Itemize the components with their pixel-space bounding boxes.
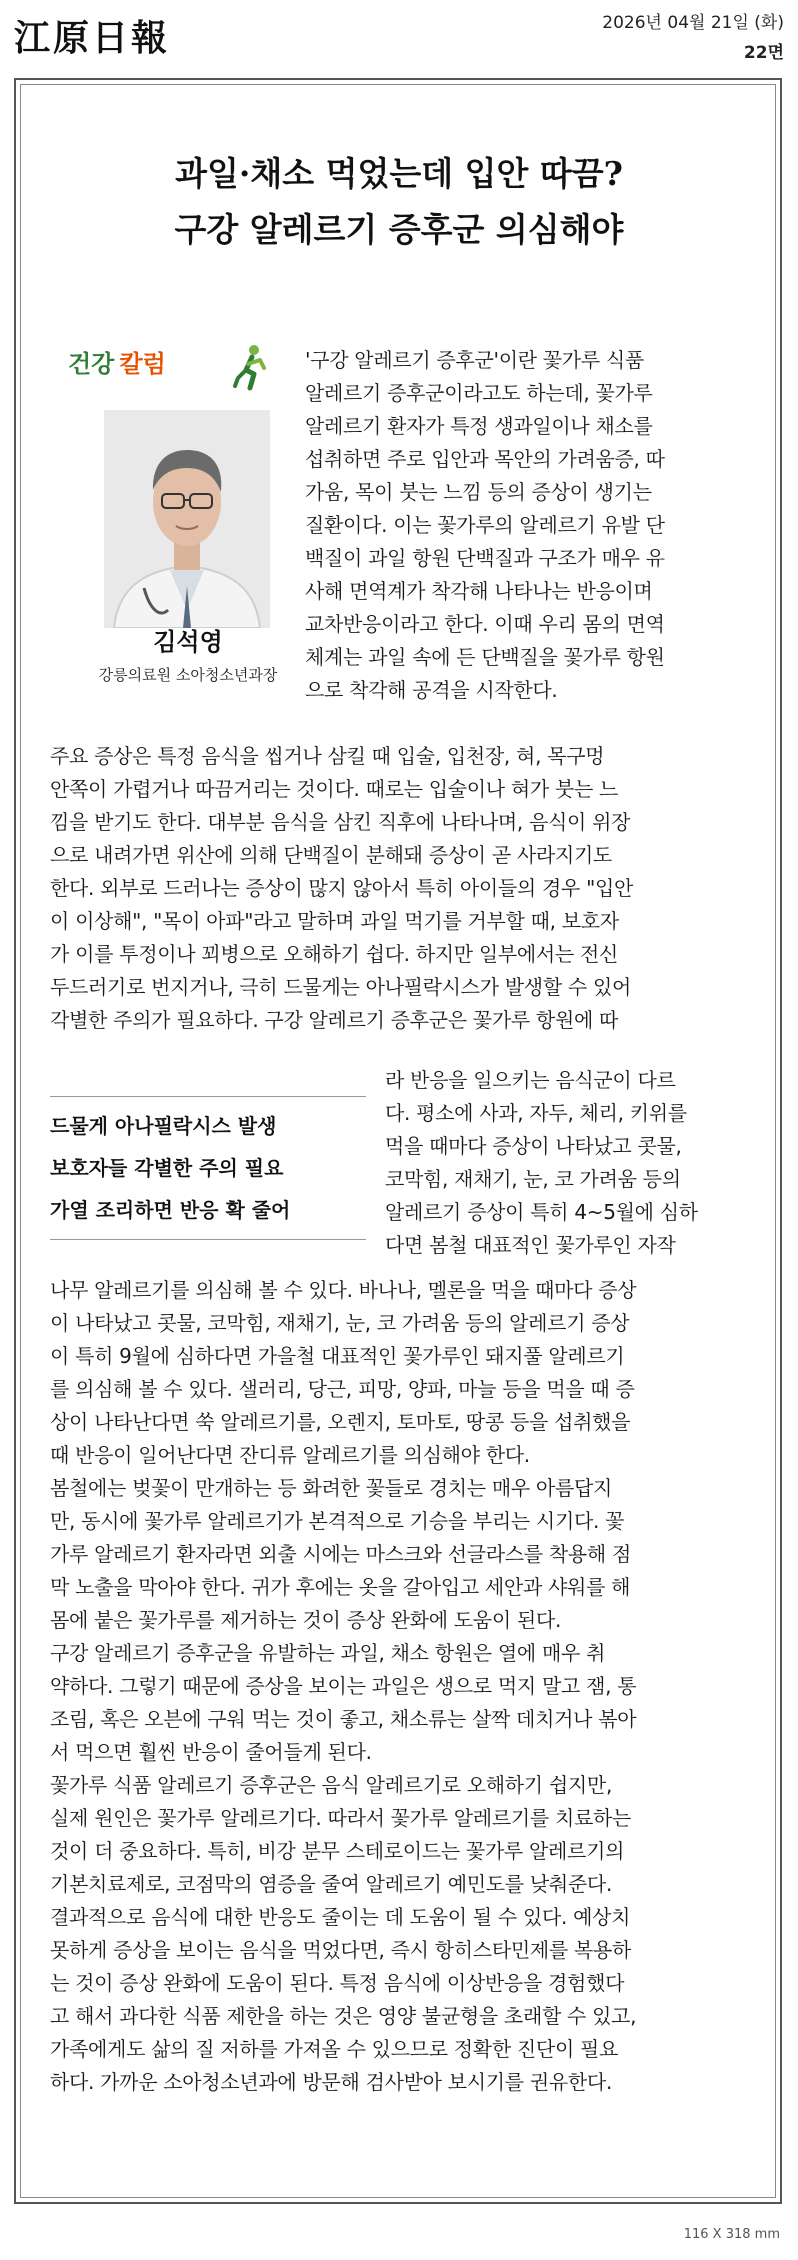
text-line: 사해 면역계가 착각해 나타나는 반응이며 <box>305 579 653 603</box>
text-line: 봄철에는 벚꽃이 만개하는 등 화려한 꽃들로 경치는 매우 아름답지 <box>50 1476 612 1500</box>
text-line: 으로 착각해 공격을 시작한다. <box>305 678 558 702</box>
page-number: 22면 <box>743 43 784 63</box>
article-paragraph-4 <box>50 1274 750 2099</box>
text-line: 코막힘, 재채기, 눈, 코 가려움 등의 <box>385 1167 681 1191</box>
text-line: 몸에 붙은 꽃가루를 제거하는 것이 증상 완화에 도움이 된다. <box>50 1608 561 1632</box>
text-line: 꽃가루 식품 알레르기 증후군은 음식 알레르기로 오해하기 쉽지만, <box>50 1773 612 1797</box>
text-line: 알레르기 증후군이라고도 하는데, 꽃가루 <box>305 381 653 405</box>
text-line: 가족에게도 삶의 질 저하를 가져올 수 있으므로 정확한 진단이 필요 <box>50 2037 619 2061</box>
text-line: 실제 원인은 꽃가루 알레르기다. 따라서 꽃가루 알레르기를 치료하는 <box>50 1806 632 1830</box>
text-line: 고 해서 과다한 식품 제한을 하는 것은 영양 불균형을 초래할 수 있고, <box>50 2004 637 2028</box>
column-label-part1: 건강 <box>68 350 115 378</box>
article-paragraph-2 <box>50 740 750 1037</box>
author-name: 김석영 <box>153 628 223 656</box>
text-line: 기본치료제로, 코점막의 염증을 줄여 알레르기 예민도를 낮춰준다. <box>50 1872 612 1896</box>
text-line: 결과적으로 음식에 대한 반응도 줄이는 데 도움이 될 수 있다. 예상치 <box>50 1905 631 1929</box>
text-line: 다. 평소에 사과, 자두, 체리, 키위를 <box>385 1101 687 1125</box>
text-line: 두드러기로 번지거나, 극히 드물게는 아나필락시스가 발생할 수 있어 <box>50 975 632 999</box>
text-line: 이 특히 9월에 심하다면 가을철 대표적인 꽃가루인 돼지풀 알레르기 <box>50 1344 625 1368</box>
text-line: 섭취하면 주로 입안과 목안의 가려움증, 따 <box>305 447 665 471</box>
pull-quote-line: 드물게 아나필락시스 발생 <box>50 1114 277 1138</box>
text-line: 약하다. 그렇기 때문에 증상을 보이는 과일은 생으로 먹지 말고 잼, 통 <box>50 1674 637 1698</box>
text-line: 이 이상해", "목이 아파"라고 말하며 과일 먹기를 거부할 때, 보호자 <box>50 909 619 933</box>
masthead <box>0 0 798 78</box>
text-line: 라 반응을 일으키는 음식군이 다르 <box>385 1068 676 1092</box>
headline-line-1: 과일·채소 먹었는데 입안 따끔? <box>175 154 623 193</box>
text-line: 구강 알레르기 증후군을 유발하는 과일, 채소 항원은 열에 매우 취 <box>50 1641 606 1665</box>
text-line: 가루 알레르기 환자라면 외출 시에는 마스크와 선글라스를 착용해 점 <box>50 1542 632 1566</box>
clip-size: 116 X 318 mm <box>683 2227 780 2242</box>
text-line: 다면 봄철 대표적인 꽃가루인 자작 <box>385 1233 676 1257</box>
pull-quote-line: 가열 조리하면 반응 확 줄어 <box>50 1198 291 1222</box>
text-line: 질환이다. 이는 꽃가루의 알레르기 유발 단 <box>305 513 665 537</box>
text-line: 것이 더 중요하다. 특히, 비강 분무 스테로이드는 꽃가루 알레르기의 <box>50 1839 625 1863</box>
text-line: 상이 나타난다면 쑥 알레르기를, 오렌지, 토마토, 땅콩 등을 섭취했을 <box>50 1410 631 1434</box>
text-line: 한다. 외부로 드러나는 증상이 많지 않아서 특히 아이들의 경우 "입안 <box>50 876 634 900</box>
pull-quote-line: 보호자들 각별한 주의 필요 <box>50 1156 284 1180</box>
text-line: 를 의심해 볼 수 있다. 샐러리, 당근, 피망, 양파, 마늘 등을 먹을 때 증 <box>50 1377 635 1401</box>
text-line: 각별한 주의가 필요하다. 구강 알레르기 증후군은 꽃가루 항원에 따 <box>50 1008 619 1032</box>
publication-date: 2026년 04월 21일 (화) <box>602 13 784 33</box>
text-line: 때 반응이 일어난다면 잔디류 알레르기를 의심해야 한다. <box>50 1443 530 1467</box>
text-line: 안쪽이 가렵거나 따끔거리는 것이다. 때로는 입술이나 혀가 붓는 느 <box>50 777 619 801</box>
text-line: 알레르기 증상이 특히 4~5월에 심하 <box>385 1200 698 1224</box>
headline-line-2: 구강 알레르기 증후군 의심해야 <box>174 210 624 249</box>
text-line: '구강 알레르기 증후군'이란 꽃가루 식품 <box>305 348 644 372</box>
text-line: 하다. 가까운 소아청소년과에 방문해 검사받아 보시기를 권유한다. <box>50 2070 612 2094</box>
text-line: 서 먹으면 훨씬 반응이 줄어들게 된다. <box>50 1740 372 1764</box>
newspaper-logo: 江原日報 <box>14 17 171 59</box>
text-line: 체계는 과일 속에 든 단백질을 꽃가루 항원 <box>305 645 665 669</box>
text-line: 알레르기 환자가 특정 생과일이나 채소를 <box>305 414 653 438</box>
text-line: 만, 동시에 꽃가루 알레르기가 본격적으로 기승을 부리는 시기다. 꽃 <box>50 1509 625 1533</box>
runner-icon <box>232 344 268 392</box>
text-line: 가움, 목이 붓는 느낌 등의 증상이 생기는 <box>305 480 652 504</box>
author-photo <box>104 410 270 628</box>
author-title: 강릉의료원 소아청소년과장 <box>98 666 278 684</box>
text-line: 가 이를 투정이나 꾀병으로 오해하기 쉽다. 하지만 일부에서는 전신 <box>50 942 619 966</box>
article-paragraph-3 <box>385 1064 750 1262</box>
text-line: 이 나타났고 콧물, 코막힘, 재채기, 눈, 코 가려움 등의 알레르기 증상 <box>50 1311 630 1335</box>
text-line: 낌을 받기도 한다. 대부분 음식을 삼킨 직후에 나타나며, 음식이 위장 <box>50 810 631 834</box>
text-line: 으로 내려가면 위산에 의해 단백질이 분해돼 증상이 곧 사라지기도 <box>50 843 612 867</box>
column-label-part2: 칼럼 <box>119 350 166 378</box>
text-line: 못하게 증상을 보이는 음식을 먹었다면, 즉시 항히스타민제를 복용하 <box>50 1938 632 1962</box>
text-line: 먹을 때마다 증상이 나타났고 콧물, <box>385 1134 682 1158</box>
text-line: 백질이 과일 항원 단백질과 구조가 매우 유 <box>305 546 665 570</box>
text-line: 교차반응이라고 한다. 이때 우리 몸의 면역 <box>305 612 665 636</box>
column-label <box>68 346 258 390</box>
text-line: 주요 증상은 특정 음식을 씹거나 삼킬 때 입술, 입천장, 혀, 목구멍 <box>50 744 605 768</box>
pull-quote <box>50 1096 366 1240</box>
text-line: 조림, 혹은 오븐에 구워 먹는 것이 좋고, 채소류는 살짝 데치거나 볶아 <box>50 1707 637 1731</box>
text-line: 나무 알레르기를 의심해 볼 수 있다. 바나나, 멜론을 먹을 때마다 증상 <box>50 1278 637 1302</box>
text-line: 막 노출을 막아야 한다. 귀가 후에는 옷을 갈아입고 세안과 샤워를 해 <box>50 1575 631 1599</box>
text-line: 는 것이 증상 완화에 도움이 된다. 특정 음식에 이상반응을 경험했다 <box>50 1971 625 1995</box>
article-paragraph-1 <box>305 344 749 707</box>
